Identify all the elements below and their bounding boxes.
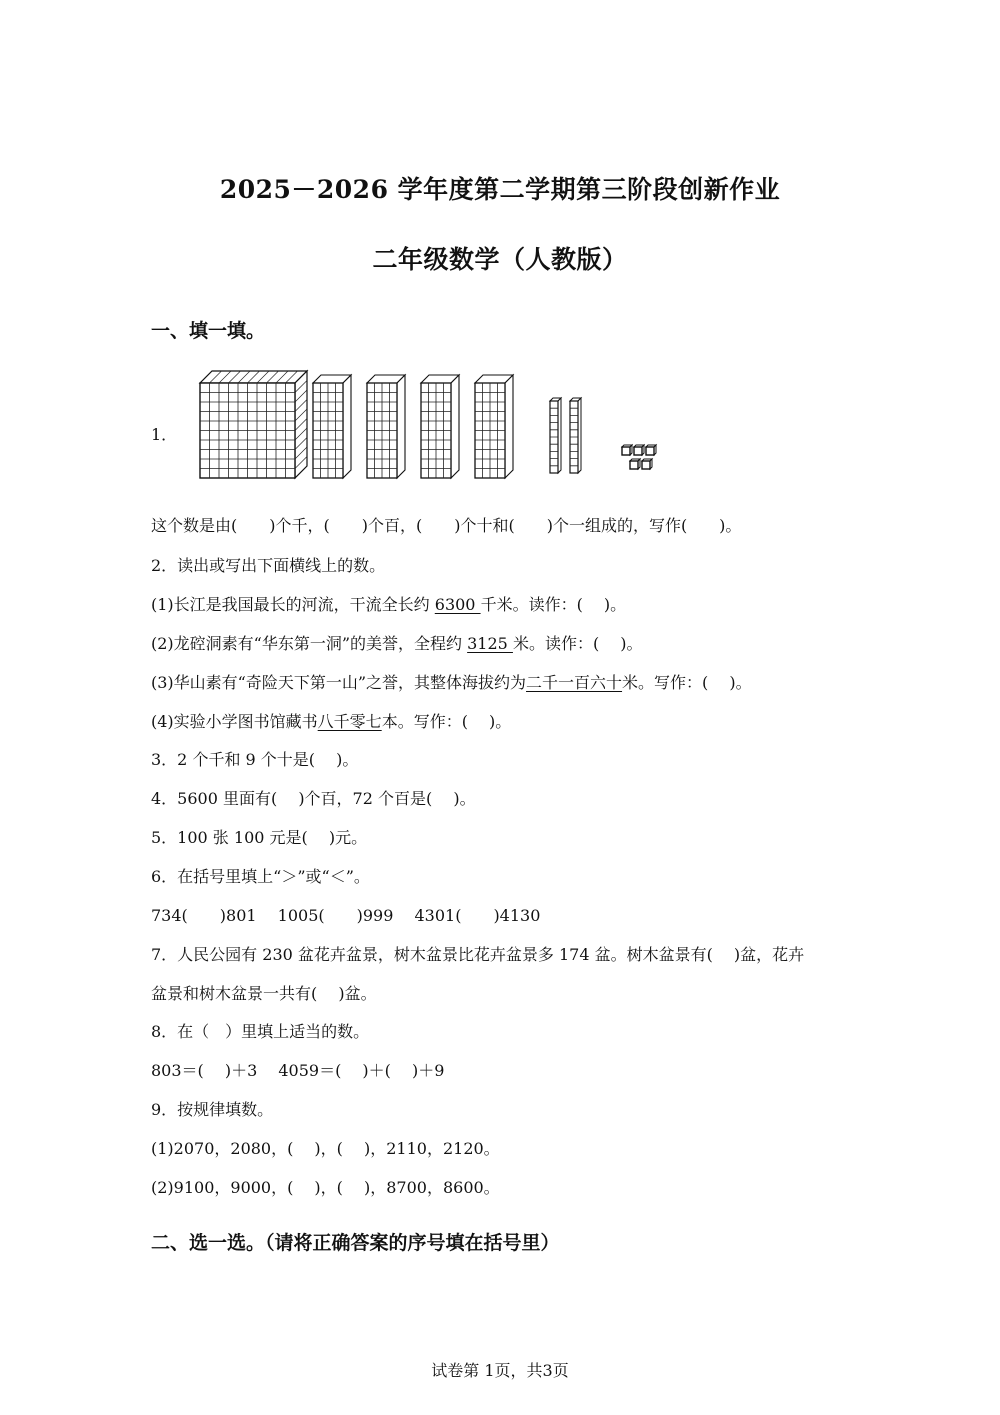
page-subtitle: 二年级数学（人教版） (372, 245, 628, 274)
one-cube (646, 445, 656, 455)
one-cube (630, 459, 640, 469)
q2-part-2 (151, 634, 643, 654)
q3: 3．2 个千和 9 个十是( )。 (151, 750, 359, 769)
q7-line-2: 盆景和树木盆景一共有( )盆。 (151, 984, 377, 1003)
page-title: 2025－2026 学年度第二学期第三阶段创新作业 (219, 175, 781, 204)
q2-part-1 (151, 595, 626, 615)
q2-p3-a: (3)华山素有“奇险天下第一山”之誉，其整体海拔约为 (151, 673, 527, 692)
ten-rod (550, 398, 561, 473)
q4: 4．5600 里面有( )个百，72 个百是( )。 (151, 789, 476, 808)
q6-items: 734( )801 1005( )999 4301( )4130 (151, 906, 541, 925)
q2-p1-underlined: 6300 (434, 595, 481, 614)
one-cube (642, 459, 652, 469)
q2-p2-b: 米。读作：( )。 (512, 634, 643, 653)
q2-p4-b: 本。写作：( )。 (381, 712, 512, 731)
q9-stem: 9．按规律填数。 (151, 1100, 274, 1119)
hundred-flat (421, 375, 459, 478)
q2-p4-underlined: 八千零七 (317, 712, 382, 731)
q9-part-2: (2)9100，9000，( )，( )，8700，8600。 (151, 1178, 500, 1197)
q8-items: 803＝( )＋3 4059＝( )＋( )＋9 (151, 1061, 445, 1080)
hundred-flat (313, 375, 351, 478)
q2-part-4 (151, 712, 511, 732)
base-ten-blocks-figure (190, 365, 670, 480)
q5: 5．100 张 100 元是( )元。 (151, 828, 368, 847)
section-2-heading: 二、选一选。（请将正确答案的序号填在括号里） (151, 1232, 560, 1254)
q2-p3-underlined: 二千一百六十 (526, 673, 623, 692)
q2-stem: 2．读出或写出下面横线上的数。 (151, 556, 386, 575)
q2-p2-underlined: 3125 (467, 634, 513, 653)
q1-number: 1． (151, 425, 178, 444)
one-cube (634, 445, 644, 455)
q7-line-1: 7．人民公园有 230 盆花卉盆景，树木盆景比花卉盆景多 174 盆。树木盆景有( )盆，花卉 (151, 945, 805, 964)
q2-p1-b: 千米。读作：( )。 (480, 595, 627, 614)
one-cube (622, 445, 632, 455)
page-footer: 试卷第 1页，共3页 (431, 1361, 569, 1380)
q2-part-3 (151, 673, 752, 693)
q6-stem: 6．在括号里填上“＞”或“＜”。 (151, 867, 370, 886)
section-1-heading: 一、填一填。 (151, 320, 266, 342)
hundred-flat (475, 375, 513, 478)
q2-p3-b: 米。写作：( )。 (622, 673, 752, 692)
q1-question: 这个数是由( )个千，( )个百，( )个十和( )个一组成的，写作( )。 (151, 516, 742, 535)
ten-rod (570, 398, 581, 473)
q9-part-1: (1)2070，2080，( )，( )，2110，2120。 (151, 1139, 500, 1158)
hundred-flat (367, 375, 405, 478)
thousand-cube (200, 371, 307, 478)
q8-stem: 8．在（ ）里填上适当的数。 (151, 1022, 370, 1041)
q2-p1-a: (1)长江是我国最长的河流，干流全长约 (151, 595, 435, 614)
q2-p2-a: (2)龙硿洞素有“华东第一洞”的美誉，全程约 (151, 634, 468, 653)
q2-p4-a: (4)实验小学图书馆藏书 (151, 712, 318, 731)
